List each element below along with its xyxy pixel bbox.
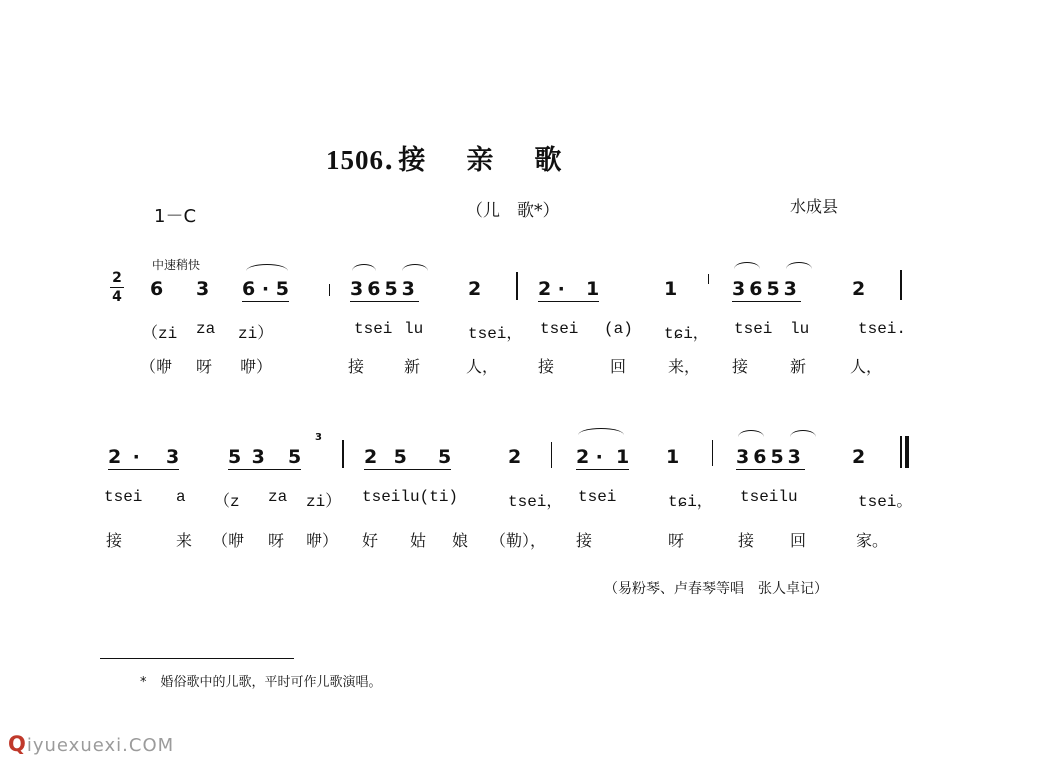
lyric: tsei [354, 320, 393, 338]
note: 2 [852, 446, 866, 468]
lyric: 接 [732, 357, 749, 376]
lyric: 接 [348, 357, 365, 376]
lyric: tseilu [740, 488, 798, 506]
lyric: tsei [104, 488, 143, 506]
note-group [538, 278, 599, 302]
tempo-marking: 中速稍快 [152, 258, 201, 272]
lyric: tseilu(ti) [362, 488, 459, 506]
key-signature: 1－C [154, 206, 197, 227]
lyric: 好 [362, 531, 379, 550]
note: 1 [586, 278, 600, 300]
note: 5 [228, 446, 242, 468]
lyric: （咿 [140, 357, 173, 376]
lyric: 咿） [306, 531, 339, 550]
note-group [364, 446, 451, 470]
note-group: 3653 [736, 446, 805, 468]
note: 6 [150, 278, 164, 300]
note: 2 [852, 278, 866, 300]
lyric: tɕi， [668, 493, 713, 511]
note-dot: · [261, 278, 270, 300]
note: 2 [364, 446, 378, 468]
note-group: 3653 [732, 278, 801, 300]
slur [790, 430, 816, 437]
watermark-text: iyuexuexi.COM [26, 735, 175, 756]
note: 2 [468, 278, 482, 300]
lyric: tɕi， [664, 325, 709, 343]
footnote-mark: * [140, 675, 147, 690]
performer-credit: （易粉琴、卢春琴等唱 张人卓记） [604, 581, 828, 597]
note-group [242, 278, 289, 302]
slur [578, 428, 624, 435]
lyric: （zi [142, 325, 178, 343]
lyric: tsei [578, 488, 617, 506]
note-dot: · [557, 278, 565, 300]
slur [734, 262, 760, 269]
region-label: 水成县 [790, 197, 839, 216]
lyric: 人， [850, 357, 883, 376]
note: 5 [275, 278, 289, 300]
lyric: 接 [538, 357, 555, 376]
note: 1 [616, 446, 630, 468]
watermark-logo-letter: Q [8, 732, 27, 756]
lyric: 娘 [452, 531, 469, 550]
slur [786, 262, 812, 269]
title-dot: . [384, 145, 395, 176]
lyric: 接 [576, 531, 593, 550]
half-bar [551, 442, 552, 468]
title-char-3: 歌 [534, 145, 563, 176]
lyric: 咿） [240, 357, 273, 376]
note: 2 [108, 446, 122, 468]
slur [738, 430, 764, 437]
lyric: tsei [540, 320, 579, 338]
lyric: 来 [176, 531, 193, 550]
lyric: za [196, 320, 216, 338]
lyric: 接 [106, 531, 123, 550]
half-bar [708, 274, 709, 284]
note: 3 [251, 446, 265, 468]
lyric: tsei， [508, 493, 563, 511]
note-group [228, 446, 301, 470]
lyric: 呀 [196, 357, 213, 376]
lyric: 回 [610, 357, 627, 376]
footnote-text: 婚俗歌中的儿歌，平时可作儿歌演唱。 [160, 675, 382, 690]
lyric: 姑 [410, 531, 427, 550]
lyric: 来， [668, 357, 701, 376]
note-dot: · [132, 446, 140, 468]
footnote-divider [100, 658, 294, 659]
lyric: tsei， [468, 325, 523, 343]
title-char-1: 接 [398, 145, 427, 176]
genre-label: （儿 歌*） [466, 201, 560, 221]
time-signature-top: 2 [112, 270, 122, 286]
lyric: 人， [466, 357, 499, 376]
lyric: 接 [738, 531, 755, 550]
note: 6 [242, 278, 256, 300]
slur [402, 264, 428, 271]
note: 1 [664, 278, 678, 300]
lyric: （z [214, 493, 240, 511]
final-bar-line-thin [900, 436, 902, 468]
note-group: 3653 [350, 278, 419, 300]
lyric: zi） [238, 325, 274, 343]
note: 5 [393, 446, 407, 468]
half-bar [712, 440, 713, 466]
grace-note: 3 [315, 432, 322, 443]
final-bar-line-thick [905, 436, 909, 468]
note: 1 [666, 446, 680, 468]
note: 5 [288, 446, 302, 468]
footnote [140, 671, 382, 690]
bar-line [900, 270, 902, 300]
note: 2 [538, 278, 552, 300]
lyric: tsei [734, 320, 773, 338]
lyric: 呀 [268, 531, 285, 550]
lyric: tsei. [858, 320, 907, 338]
lyric: 回 [790, 531, 807, 550]
lyric: （勒）， [490, 531, 547, 550]
note: 3 [166, 446, 180, 468]
lyric: (a) [604, 320, 633, 338]
lyric: 新 [404, 357, 421, 376]
note-dot: · [595, 446, 603, 468]
song-title [326, 138, 562, 177]
note: 2 [576, 446, 590, 468]
lyric: 家。 [856, 531, 889, 550]
note: 5 [438, 446, 452, 468]
song-number: 1506 [326, 145, 384, 175]
lyric: a [176, 488, 186, 506]
slur [246, 264, 288, 271]
lyric: tsei。 [858, 493, 913, 511]
lyric: za [268, 488, 288, 506]
bar-line [342, 440, 344, 468]
time-signature-bottom: 4 [112, 289, 122, 305]
lyric: lu [404, 320, 424, 338]
lyric: zi） [306, 493, 342, 511]
lyric: lu [790, 320, 810, 338]
note: 2 [508, 446, 522, 468]
slur [352, 264, 376, 271]
bar-line [516, 272, 518, 300]
time-signature [110, 270, 124, 305]
note-group [576, 446, 629, 470]
site-watermark [8, 732, 174, 756]
lyric: （咿 [212, 531, 245, 550]
lyric: 呀 [668, 531, 685, 550]
note: 3 [196, 278, 210, 300]
note-group [108, 446, 179, 470]
half-bar [329, 284, 330, 296]
title-char-2: 亲 [466, 145, 495, 176]
lyric: 新 [790, 357, 807, 376]
